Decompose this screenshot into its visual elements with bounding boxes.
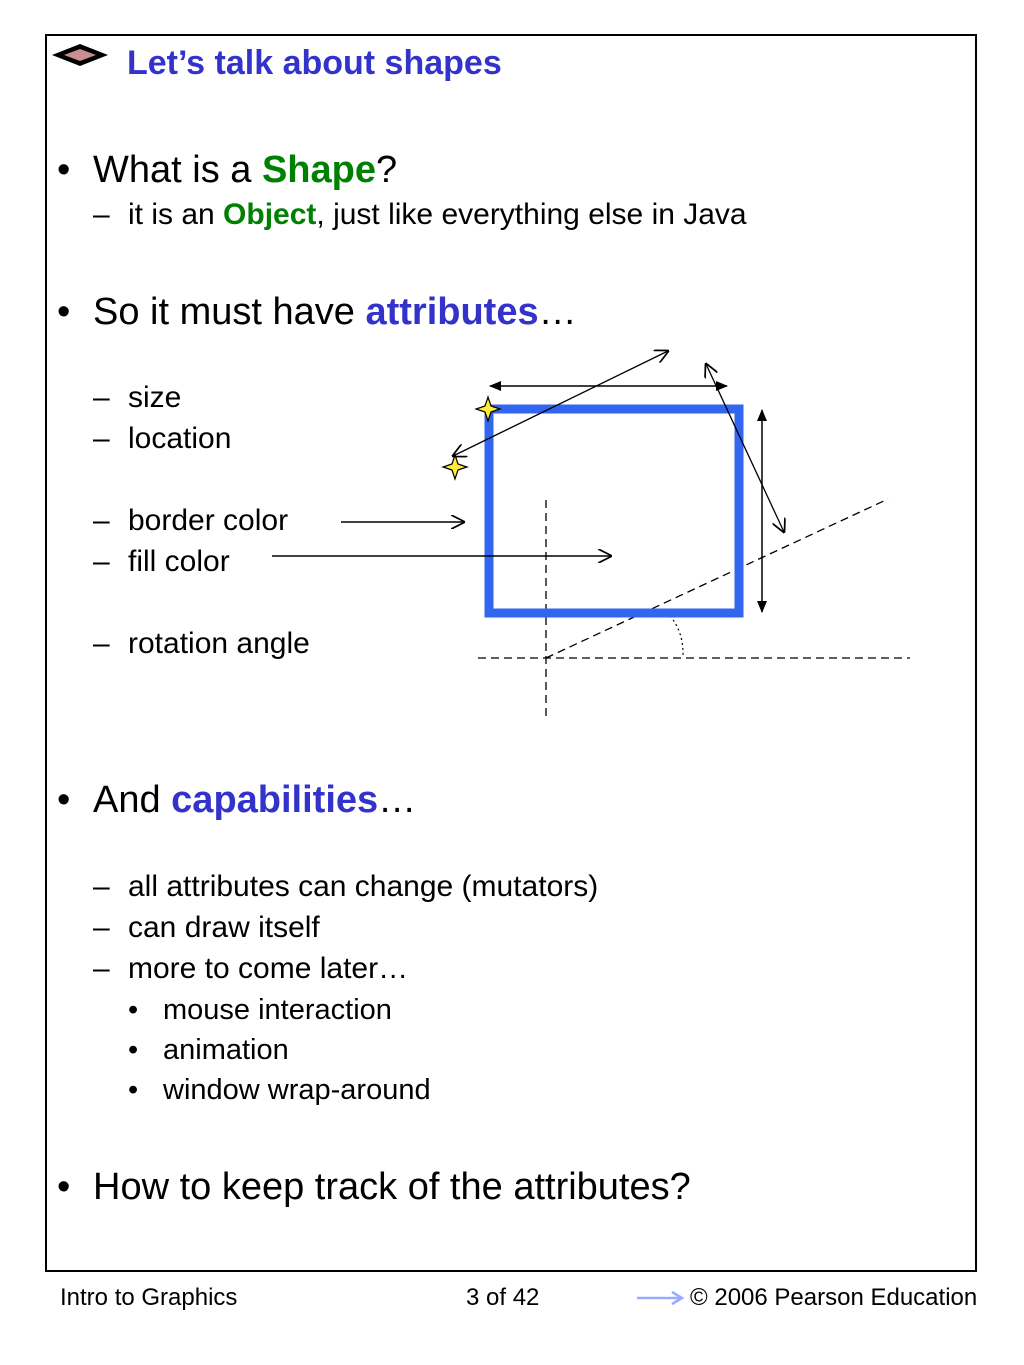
sub-bullet-mouse: • [128, 994, 139, 1026]
rotation-line [546, 499, 888, 658]
footer-arrow-icon [636, 1290, 686, 1306]
dash-1: – [93, 198, 110, 231]
dash-mutators: – [93, 870, 110, 903]
dash-rotation-angle: – [93, 627, 110, 660]
sub-bullet-animation: • [128, 1034, 139, 1066]
capabilities-keyword: capabilities [171, 779, 379, 821]
attribute-rotation-angle: rotation angle [128, 627, 310, 660]
capability-mutators: all attributes can change (mutators) [128, 870, 599, 903]
capability-draw-itself: can draw itself [128, 911, 320, 944]
capabilities-heading: And capabilities… [93, 779, 417, 821]
slide-title: Let’s talk about shapes [127, 44, 502, 82]
dash-location: – [93, 422, 110, 455]
bullet-4: • [57, 1166, 71, 1208]
sparkle-icon [443, 455, 467, 479]
attribute-fill-color: fill color [128, 545, 230, 578]
footer-course: Intro to Graphics [60, 1284, 238, 1311]
bullet-2: • [57, 291, 71, 333]
dash-fill-color: – [93, 545, 110, 578]
shape-is-object: it is an Object, just like everything else in Java [128, 198, 747, 231]
question-shape: What is a Shape? [93, 149, 398, 191]
closing-question: How to keep track of the attributes? [93, 1166, 691, 1208]
dash-size: – [93, 381, 110, 414]
attribute-border-color: border color [128, 504, 289, 537]
attribute-location: location [128, 422, 232, 455]
rotation-arc [670, 616, 683, 658]
later-mouse-interaction: mouse interaction [163, 994, 392, 1026]
blue-rectangle [489, 409, 739, 613]
later-window-wrap-around: window wrap-around [163, 1074, 431, 1106]
sub-bullet-wrap: • [128, 1074, 139, 1106]
attributes-keyword: attributes [365, 291, 539, 333]
dash-more: – [93, 952, 110, 985]
footer-copyright: © 2006 Pearson Education [690, 1284, 978, 1311]
size-arrow [706, 364, 784, 532]
capability-more-later: more to come later… [128, 952, 409, 985]
dash-draw: – [93, 911, 110, 944]
bullet-1: • [57, 149, 71, 191]
footer-page-number: 3 of 42 [466, 1284, 540, 1311]
object-keyword: Object [223, 198, 317, 231]
shape-keyword: Shape [261, 149, 376, 191]
attributes-heading: So it must have attributes… [93, 291, 577, 333]
sparkle-icon [476, 397, 500, 421]
later-animation: animation [163, 1034, 289, 1066]
bullet-3: • [57, 779, 71, 821]
dash-border-color: – [93, 504, 110, 537]
attribute-size: size [128, 381, 182, 414]
